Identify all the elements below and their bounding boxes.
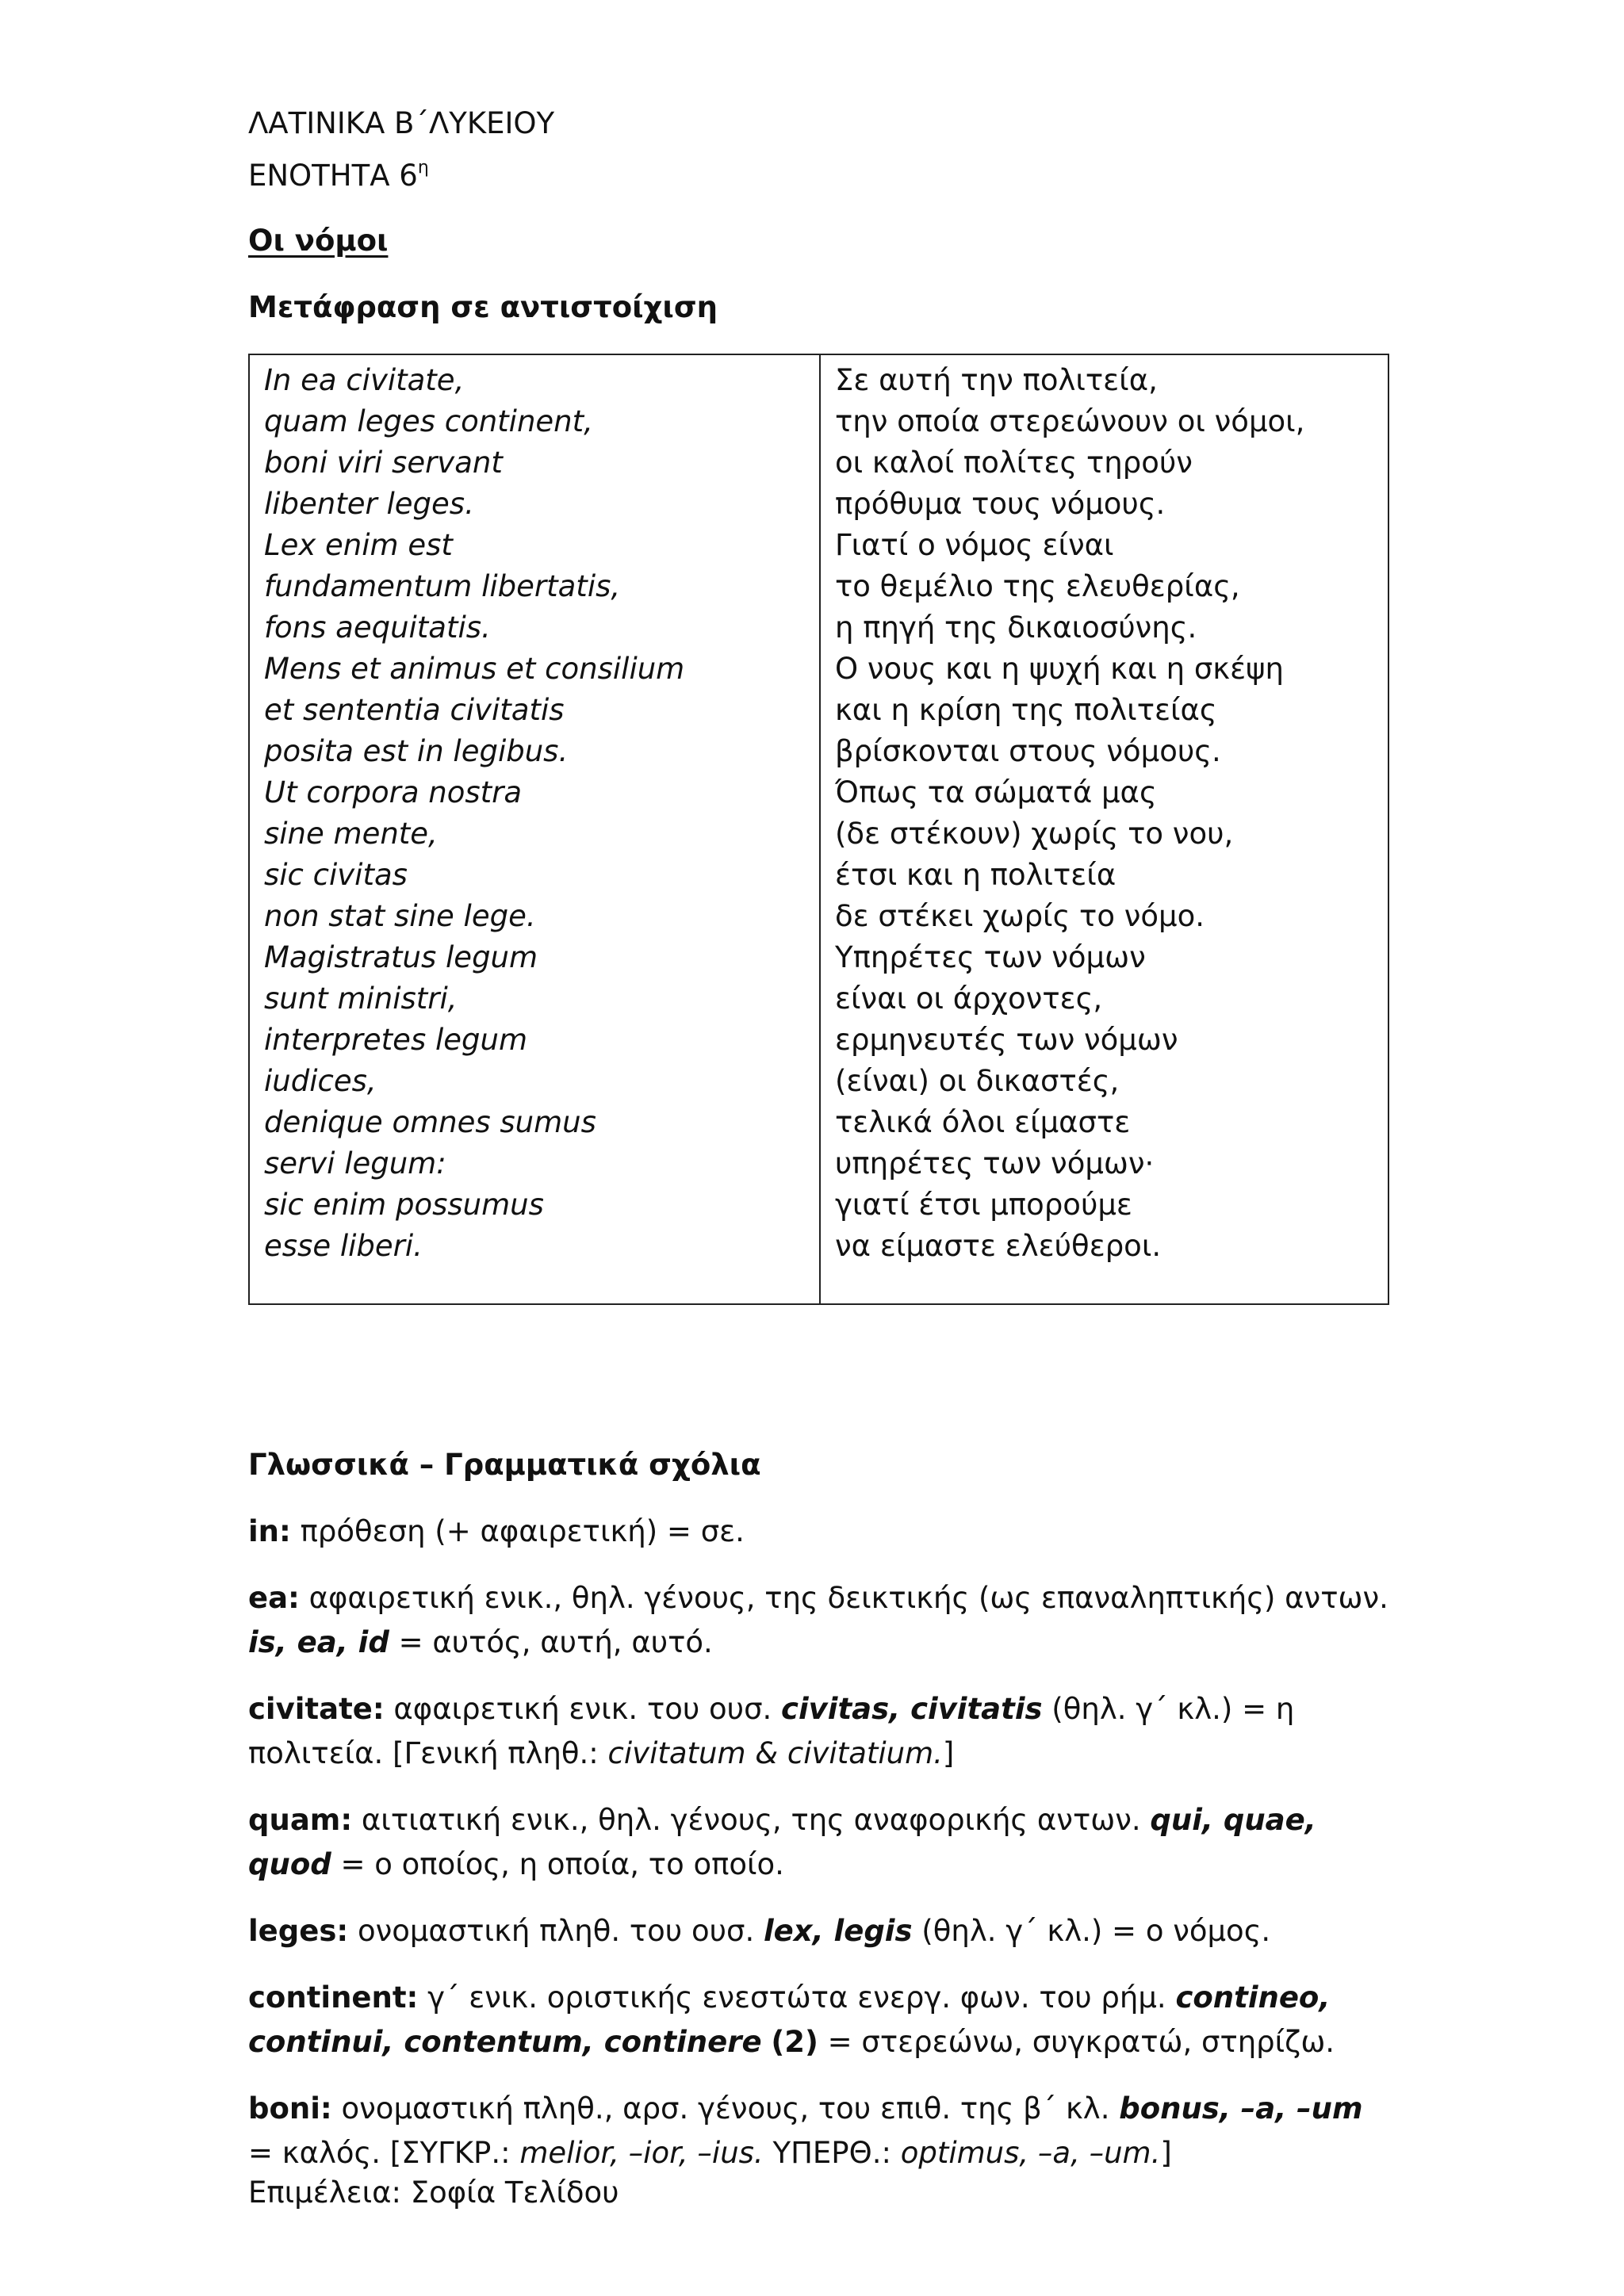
latin-line: fundamentum libertatis, bbox=[264, 569, 621, 603]
note-text: (θηλ. γ΄ κλ.) = η πολιτεία. [Γενική πληθ.: bbox=[248, 1692, 1295, 1770]
greek-line: γιατί έτσι μπορούμε bbox=[835, 1188, 1132, 1222]
page-header bbox=[248, 101, 554, 198]
latin-line: Mens et animus et consilium bbox=[264, 652, 685, 686]
greek-line: η πηγή της δικαιοσύνης. bbox=[835, 610, 1197, 645]
note-text: γ΄ ενικ. οριστικής ενεστώτα ενεργ. φων. του ρήμ. bbox=[418, 1980, 1176, 2015]
greek-line: Γιατί ο νόμος είναι bbox=[835, 528, 1114, 562]
note-text: = ο οποίος, η οποία, το οποίο. bbox=[331, 1847, 784, 1881]
grammar-notes-section bbox=[248, 1443, 1390, 2198]
note-text: ΥΠΕΡΘ.: bbox=[763, 2136, 901, 2170]
latin-line: sic enim possumus bbox=[264, 1188, 544, 1222]
footer-credit: Επιμέλεια: Σοφία Τελίδου bbox=[248, 2175, 619, 2210]
latin-line: posita est in legibus. bbox=[264, 734, 569, 768]
note-text: = καλός. [ΣΥΓΚΡ.: bbox=[248, 2136, 520, 2170]
greek-line: Σε αυτή την πολιτεία, bbox=[835, 363, 1158, 397]
greek-line: είναι οι άρχοντες, bbox=[835, 982, 1103, 1016]
note-text: ονομαστική πληθ. του ουσ. bbox=[348, 1914, 764, 1948]
greek-line: (δε στέκουν) χωρίς το νου, bbox=[835, 817, 1234, 851]
greek-line: οι καλοί πολίτες τηρούν bbox=[835, 446, 1193, 480]
greek-translation-column bbox=[820, 354, 1388, 1304]
note-text bbox=[762, 2025, 772, 2059]
latin-line: interpretes legum bbox=[264, 1023, 528, 1057]
latin-line: denique omnes sumus bbox=[264, 1105, 596, 1139]
note-term: boni: bbox=[248, 2091, 332, 2126]
greek-line: Όπως τα σώματά μας bbox=[835, 775, 1157, 809]
latin-line: sine mente, bbox=[264, 817, 438, 851]
note-term: continent: bbox=[248, 1980, 419, 2015]
latin-line: Ut corpora nostra bbox=[264, 775, 523, 809]
note-continent bbox=[248, 1976, 1390, 2064]
note-text: πρόθεση (+ αφαιρετική) = σε. bbox=[290, 1514, 745, 1548]
note-text: ονομαστική πληθ., αρσ. γένους, του επιθ. της β΄ κλ. bbox=[331, 2091, 1120, 2126]
translation-heading: Μετάφραση σε αντιστοίχιση bbox=[248, 290, 718, 324]
greek-line: τελικά όλοι είμαστε bbox=[835, 1105, 1131, 1139]
greek-line: πρόθυμα τους νόμους. bbox=[835, 487, 1166, 521]
note-in bbox=[248, 1510, 1390, 1554]
note-term: qui, quae, quod bbox=[248, 1803, 1316, 1881]
latin-line: boni viri servant bbox=[264, 446, 503, 480]
note-term: in: bbox=[248, 1514, 291, 1548]
latin-line: sunt ministri, bbox=[264, 982, 458, 1016]
latin-line: et sententia civitatis bbox=[264, 693, 565, 727]
note-term: is, ea, id bbox=[248, 1625, 389, 1659]
note-term: (2) bbox=[771, 2025, 818, 2059]
note-text: ] bbox=[1160, 2136, 1172, 2170]
note-ea bbox=[248, 1576, 1390, 1665]
greek-line: να είμαστε ελεύθεροι. bbox=[835, 1229, 1162, 1263]
course-title: ΛΑΤΙΝΙΚΑ Β΄ΛΥΚΕΙΟΥ bbox=[248, 106, 555, 140]
note-text: αφαιρετική ενικ., θηλ. γένους, της δεικτικής (ως επαναληπτικής) αντων. bbox=[299, 1581, 1388, 1615]
note-term: leges: bbox=[248, 1914, 349, 1948]
greek-line: έτσι και η πολιτεία bbox=[835, 858, 1116, 892]
greek-line: και η κρίση της πολιτείας bbox=[835, 693, 1217, 727]
greek-line: Ο νους και η ψυχή και η σκέψη bbox=[835, 652, 1284, 686]
greek-line: το θεμέλιο της ελευθερίας, bbox=[835, 569, 1240, 603]
latin-line: Magistratus legum bbox=[264, 940, 538, 974]
note-term: bonus, –a, –um bbox=[1119, 2091, 1363, 2126]
greek-line: (είναι) οι δικαστές, bbox=[835, 1064, 1120, 1098]
latin-line: Lex enim est bbox=[264, 528, 453, 562]
note-text: αφαιρετική ενικ. του ουσ. bbox=[384, 1692, 782, 1726]
greek-line: ερμηνευτές των νόμων bbox=[835, 1023, 1178, 1057]
latin-text-column bbox=[249, 354, 820, 1304]
greek-line: βρίσκονται στους νόμους. bbox=[835, 734, 1221, 768]
note-term: melior, –ior, –ius. bbox=[519, 2136, 764, 2170]
latin-line: servi legum: bbox=[264, 1146, 446, 1181]
lesson-title: Οι νόμοι bbox=[248, 224, 389, 258]
latin-line: non stat sine lege. bbox=[264, 899, 536, 933]
note-term: quam: bbox=[248, 1803, 353, 1837]
greek-line: υπηρέτες των νόμων· bbox=[835, 1146, 1155, 1181]
notes-heading: Γλωσσικά – Γραμματικά σχόλια bbox=[248, 1448, 761, 1482]
note-text: ] bbox=[942, 1736, 955, 1770]
latin-line: In ea civitate, bbox=[264, 363, 465, 397]
notes-list bbox=[248, 1510, 1390, 2175]
note-quam bbox=[248, 1798, 1390, 1887]
note-leges bbox=[248, 1909, 1390, 1954]
latin-line: esse liberi. bbox=[264, 1229, 423, 1263]
note-text: αιτιατική ενικ., θηλ. γένους, της αναφορικής αντων. bbox=[352, 1803, 1151, 1837]
note-text: = στερεώνω, συγκρατώ, στηρίζω. bbox=[818, 2025, 1335, 2059]
note-term: optimus, –a, –um. bbox=[900, 2136, 1161, 2170]
greek-line: Υπηρέτες των νόμων bbox=[835, 940, 1146, 974]
note-civitate bbox=[248, 1687, 1390, 1776]
latin-line: fons aequitatis. bbox=[264, 610, 491, 645]
note-boni bbox=[248, 2087, 1390, 2175]
latin-line: iudices, bbox=[264, 1064, 377, 1098]
note-term: civitate: bbox=[248, 1692, 385, 1726]
translation-table bbox=[248, 354, 1389, 1305]
greek-line: δε στέκει χωρίς το νόμο. bbox=[835, 899, 1205, 933]
unit-label: ΕΝΟΤΗΤΑ $6^\eta$ bbox=[248, 158, 429, 193]
note-term: contineo, continui, contentum, continere bbox=[248, 1980, 1331, 2059]
note-term: civitatum & civitatium. bbox=[607, 1736, 943, 1770]
latin-line: libenter leges. bbox=[264, 487, 474, 521]
note-term: ea: bbox=[248, 1581, 300, 1615]
note-term: civitas, civitatis bbox=[781, 1692, 1043, 1726]
note-text: = αυτός, αυτή, αυτό. bbox=[389, 1625, 713, 1659]
greek-line: την οποία στερεώνουν οι νόμοι, bbox=[835, 404, 1305, 438]
latin-line: quam leges continent, bbox=[264, 404, 593, 438]
latin-line: sic civitas bbox=[264, 858, 408, 892]
note-term: lex, legis bbox=[763, 1914, 913, 1948]
note-text: (θηλ. γ΄ κλ.) = ο νόμος. bbox=[912, 1914, 1271, 1948]
